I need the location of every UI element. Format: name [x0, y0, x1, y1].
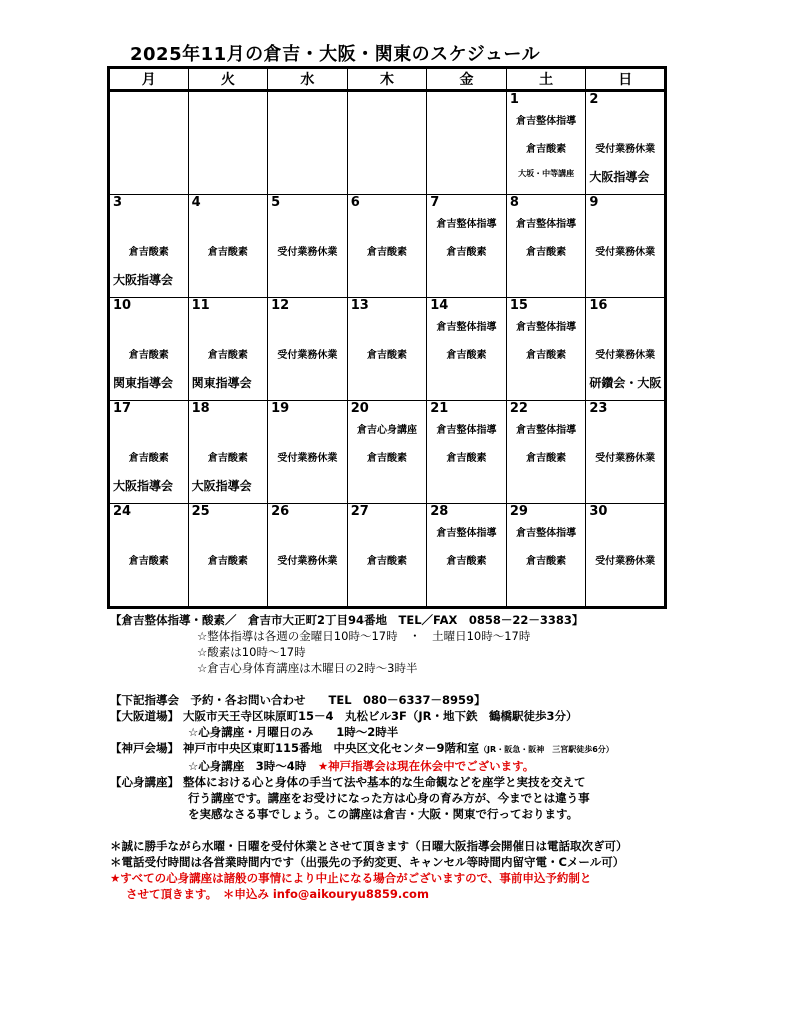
schedule-entry: 大阪指導会: [113, 479, 174, 493]
schedule-entry: 受付業務休業: [595, 144, 656, 155]
day-number: 9: [589, 195, 599, 210]
schedule-entry: 倉吉整体指導: [516, 219, 577, 230]
schedule-entry: 受付業務休業: [595, 350, 656, 361]
kobe-closed-notice: ★神戸指導会は現在休会中でございます。: [317, 759, 535, 773]
day-number: 19: [271, 401, 290, 416]
calendar-table: [107, 66, 667, 609]
day-number: 3: [113, 195, 123, 210]
weekday-mon: 月: [109, 68, 189, 91]
day-number: 13: [350, 298, 369, 313]
kurayoshi-header: 【倉吉整体指導・酸素／ 倉吉市大正町2丁目94番地 TEL／FAX 0858－22－3383】: [110, 613, 584, 627]
schedule-entry: 倉吉酸素: [207, 556, 248, 567]
info-section: [110, 612, 780, 902]
osaka-sub: ☆心身講座・月曜日のみ 1時～2時半: [188, 725, 399, 739]
day-number: 18: [191, 401, 210, 416]
week-row: [109, 504, 666, 608]
day-number: 11: [191, 298, 210, 313]
day-cell: [109, 298, 189, 401]
schedule-entry: 倉吉酸素: [526, 556, 567, 567]
schedule-entry: 倉吉整体指導: [516, 116, 577, 127]
day-number: 20: [350, 401, 369, 416]
schedule-entry: 倉吉酸素: [207, 350, 248, 361]
kurayoshi-note-3: ☆倉吉心身体育講座は木曜日の2時～3時半: [197, 661, 418, 675]
day-cell: [188, 401, 268, 504]
day-cell: [506, 91, 586, 195]
day-cell: [347, 298, 427, 401]
schedule-entry: 受付業務休業: [595, 453, 656, 464]
day-number: 5: [271, 195, 281, 210]
weekday-sat: 土: [506, 68, 586, 91]
week-row: [109, 91, 666, 195]
day-cell: [268, 504, 348, 608]
day-number: 24: [113, 504, 132, 519]
day-cell: [347, 401, 427, 504]
day-number: 7: [430, 195, 440, 210]
week-row: [109, 195, 666, 298]
schedule-entry: 関東指導会: [113, 376, 174, 390]
note-red-1: ★すべての心身講座は諸般の事情により中止になる場合がございますので、事前申込予約制と: [110, 871, 592, 885]
day-cell: [586, 504, 666, 608]
schedule-entry: 倉吉酸素: [526, 350, 567, 361]
schedule-entry: 倉吉酸素: [128, 247, 169, 258]
schedule-entry: 倉吉酸素: [128, 556, 169, 567]
schedule-entry: 倉吉酸素: [128, 350, 169, 361]
day-number: 29: [509, 504, 528, 519]
schedule-entry: 倉吉酸素: [207, 453, 248, 464]
day-cell: [427, 401, 507, 504]
day-cell: [586, 298, 666, 401]
day-cell: [188, 91, 268, 195]
schedule-entry: 研鑽会・大阪: [589, 376, 662, 390]
week-row: [109, 298, 666, 401]
weekday-tue: 火: [188, 68, 268, 91]
day-number: 30: [589, 504, 608, 519]
day-cell: [109, 401, 189, 504]
day-cell: [268, 401, 348, 504]
schedule-entry: 倉吉酸素: [366, 247, 407, 258]
kobe-venue-line: [110, 740, 780, 758]
schedule-entry: 倉吉酸素: [366, 350, 407, 361]
day-number: 21: [430, 401, 449, 416]
day-number: 22: [509, 401, 528, 416]
day-number: 10: [113, 298, 132, 313]
schedule-entry: 倉吉酸素: [446, 556, 487, 567]
schedule-entry: 受付業務休業: [277, 453, 338, 464]
schedule-entry: 倉吉酸素: [526, 247, 567, 258]
weekday-thu: 木: [347, 68, 427, 91]
schedule-entry: 倉吉酸素: [366, 453, 407, 464]
schedule-entry: 倉吉酸素: [366, 556, 407, 567]
kurayoshi-note-2: ☆酸素は10時～17時: [197, 645, 306, 659]
day-cell: [506, 504, 586, 608]
schedule-entry: 倉吉整体指導: [436, 528, 497, 539]
schedule-entry: 受付業務休業: [277, 247, 338, 258]
day-number: 6: [350, 195, 360, 210]
day-cell: [188, 504, 268, 608]
day-cell: [586, 91, 666, 195]
schedule-entry: 倉吉酸素: [128, 453, 169, 464]
schedule-entry: 倉吉酸素: [207, 247, 248, 258]
day-number: 1: [509, 92, 519, 107]
schedule-entry: 受付業務休業: [595, 556, 656, 567]
day-cell: [268, 298, 348, 401]
schedule-entry: 大阪指導会: [191, 479, 252, 493]
schedule-entry: 倉吉整体指導: [516, 425, 577, 436]
shinshin-line: 【心身講座】 整体における心と身体の手当て法や基本的な生命観などを座学と実技を交えて: [110, 775, 586, 789]
schedule-entry: 大阪指導会: [113, 273, 174, 287]
day-cell: [586, 401, 666, 504]
day-number: 25: [191, 504, 210, 519]
day-number: 23: [589, 401, 608, 416]
schedule-entry: 倉吉酸素: [526, 144, 567, 155]
day-cell: [506, 401, 586, 504]
schedule-entry: 大阪指導会: [589, 170, 650, 184]
day-number: 2: [589, 92, 599, 107]
day-cell: [268, 91, 348, 195]
schedule-entry: 受付業務休業: [595, 247, 656, 258]
schedule-entry: 大坂・中等講座: [518, 169, 575, 178]
day-number: 8: [509, 195, 519, 210]
kobe-venue: 【神戸会場】 神戸市中央区東町115番地 中央区文化センター9階和室: [110, 741, 480, 755]
weekday-sun: 日: [586, 68, 666, 91]
day-cell: [268, 195, 348, 298]
schedule-entry: 倉吉整体指導: [516, 322, 577, 333]
day-cell: [427, 91, 507, 195]
kurayoshi-note-1: ☆整体指導は各週の金曜日10時～17時 ・ 土曜日10時～17時: [197, 629, 531, 643]
day-number: 4: [191, 195, 201, 210]
day-cell: [188, 298, 268, 401]
day-number: 15: [509, 298, 528, 313]
weekday-wed: 水: [268, 68, 348, 91]
weekday-header-row: [109, 68, 666, 91]
week-row: [109, 401, 666, 504]
schedule-entry: 倉吉酸素: [526, 453, 567, 464]
note-1: ＊誠に勝手ながら水曜・日曜を受付休業とさせて頂きます（日曜大阪指導会開催日は電話取次ぎ可）: [110, 839, 628, 853]
day-cell: [347, 195, 427, 298]
schedule-entry: 受付業務休業: [277, 350, 338, 361]
schedule-entry: 倉吉酸素: [446, 350, 487, 361]
day-cell: [586, 195, 666, 298]
schedule-entry: 関東指導会: [191, 376, 252, 390]
schedule-entry: 倉吉酸素: [446, 247, 487, 258]
schedule-entry: 倉吉心身講座: [356, 425, 417, 436]
day-cell: [347, 504, 427, 608]
day-number: 14: [430, 298, 449, 313]
day-cell: [109, 91, 189, 195]
kobe-access: （JR・阪急・阪神 三宮駅徒歩6分）: [479, 745, 614, 754]
osaka-venue: 【大阪道場】 大阪市天王寺区味原町15－4 丸松ビル3F（JR・地下鉄 鶴橋駅徒歩3分）: [110, 709, 578, 723]
day-cell: [109, 195, 189, 298]
schedule-entry: 受付業務休業: [277, 556, 338, 567]
day-cell: [427, 298, 507, 401]
day-number: 28: [430, 504, 449, 519]
schedule-entry: 倉吉酸素: [446, 453, 487, 464]
shinshin-line-3: を実感なさる事でしょう。この講座は倉吉・大阪・関東で行っております。: [188, 807, 579, 821]
page-title: 2025年11月の倉吉・大阪・関東のスケジュール: [130, 44, 541, 65]
schedule-entry: 倉吉整体指導: [436, 425, 497, 436]
day-cell: [427, 504, 507, 608]
contact-header: 【下記指導会 予約・各お問い合わせ TEL 080－6337－8959】: [110, 693, 486, 707]
day-cell: [347, 91, 427, 195]
shinshin-line-2: 行う講座です。講座をお受けになった方は心身の育み方が、今までとは違う事: [188, 791, 590, 805]
day-cell: [427, 195, 507, 298]
day-cell: [506, 298, 586, 401]
note-2: ＊電話受付時間は各営業時間内です（出張先の予約変更、キャンセル等時間内留守電・Cメール可）: [110, 855, 625, 869]
day-cell: [188, 195, 268, 298]
schedule-entry: 倉吉整体指導: [436, 219, 497, 230]
day-cell: [109, 504, 189, 608]
weekday-fri: 金: [427, 68, 507, 91]
schedule-entry: 倉吉整体指導: [436, 322, 497, 333]
kobe-sub-line: [110, 758, 780, 774]
day-number: 26: [271, 504, 290, 519]
day-number: 16: [589, 298, 608, 313]
day-number: 17: [113, 401, 132, 416]
schedule-entry: 倉吉整体指導: [516, 528, 577, 539]
day-number: 27: [350, 504, 369, 519]
kobe-sub: ☆心身講座 3時～4時: [188, 759, 307, 773]
day-number: 12: [271, 298, 290, 313]
day-cell: [506, 195, 586, 298]
note-red-2: させて頂きます。 ＊申込み info@aikouryu8859.com: [126, 887, 429, 901]
